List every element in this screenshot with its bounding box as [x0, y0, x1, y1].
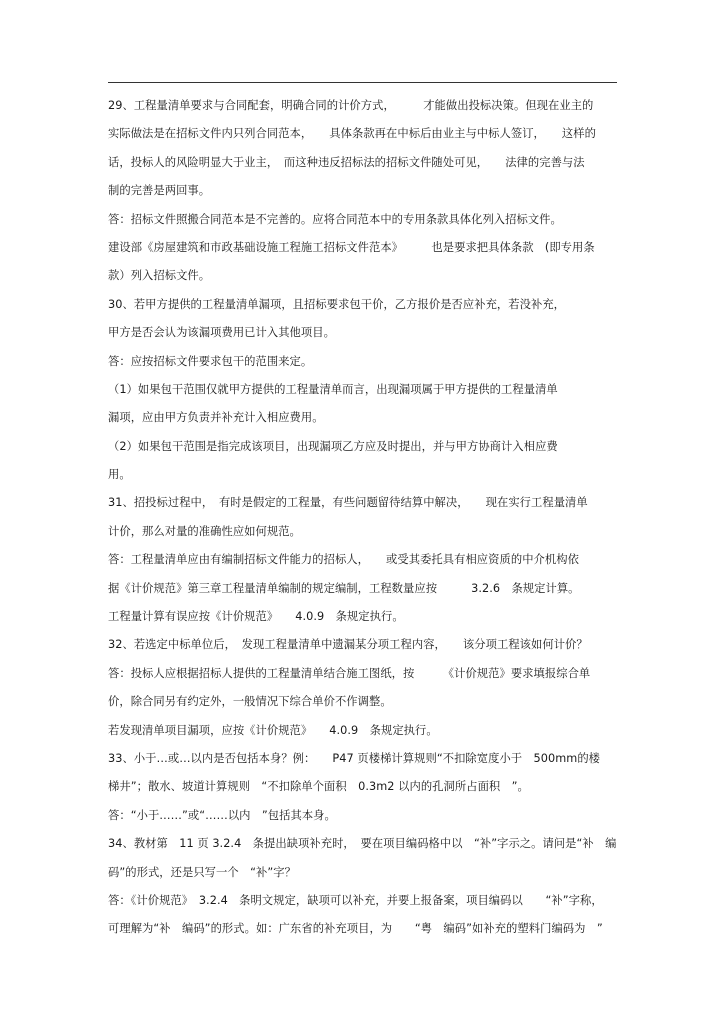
text-line: 建设部《房屋建筑和市政基础设施工程施工招标文件范本》 也是要求把具体条款 (即专用条 — [108, 240, 595, 254]
text-line: 30、若甲方提供的工程量清单漏项，且招标要求包干价，乙方报价是否应补充，若没补充， — [108, 297, 566, 311]
text-line: 可理解为“补 编码”的形式。如：广东省的补充项目，为 “粤 编码”如补充的塑料门编码为 ” — [108, 922, 603, 936]
text-line: 话，投标人的风险明显大于业主， 而这种违反招标法的招标文件随处可见， 法律的完善与法 — [108, 155, 585, 169]
text-line: 若发现清单项目漏项，应按《计价规范》 4.0.9 条规定执行。 — [108, 723, 438, 737]
text-line: 款）列入招标文件。 — [108, 269, 211, 283]
text-line: 据《计价规范》第三章工程量清单编制的规定编制，工程数量应按 3.2.6 条规定计算。 — [108, 581, 580, 595]
text-line: 31、招投标过程中， 有时是假定的工程量，有些问题留待结算中解决， 现在实行工程量清单 — [108, 496, 588, 510]
text-line: 漏项，应由甲方负责并补充计入相应费用。 — [108, 411, 324, 425]
document-body — [108, 92, 620, 944]
text-line: 用。 — [108, 468, 131, 482]
text-line: 码”的形式，还是只写一个 “补”字？ — [108, 865, 296, 879]
text-line: 制的完善是两回事。 — [108, 184, 211, 198]
text-line: 答：工程量清单应由有编制招标文件能力的招标人， 或受其委托具有相应资质的中介机构依 — [108, 553, 579, 567]
text-line: 工程量计算有误应按《计价规范》 4.0.9 条规定执行。 — [108, 610, 404, 624]
text-line: 29、工程量清单要求与合同配套，明确合同的计价方式， 才能做出投标决策。但现在业主的 — [108, 99, 594, 112]
text-line: 计价，那么对量的准确性应如何规范。 — [108, 524, 301, 538]
header-rule — [108, 82, 617, 83]
text-line: 33、小于…或…以内是否包括本身？例： P47 页楼梯计算规则“不扣除宽度小于 500mm的楼 — [108, 751, 601, 765]
text-line: 梯井”；散水、坡道计算规则 “不扣除单个面积 0.3m2 以内的孔洞所占面积 ”。 — [108, 780, 529, 794]
text-line: （2）如果包干范围是指完成该项目，出现漏项乙方应及时提出，并与甲方协商计入相应费 — [108, 439, 558, 453]
text-line: 答：招标文件照搬合同范本是不完善的。应将合同范本中的专用条款具体化列入招标文件。 — [108, 212, 562, 226]
text-line: 答：“小于……”或“……以内 ”包括其本身。 — [108, 808, 336, 822]
text-line: 34、教材第 11 页 3.2.4 条提出缺项补充时， 要在项目编码格中以 “补”字示之。请问是“补 编 — [108, 837, 617, 851]
text-line: 价，除合同另有约定外，一般情况下综合单价不作调整。 — [108, 695, 392, 709]
text-line: 答：应按招标文件要求包干的范围来定。 — [108, 354, 313, 368]
text-line: 答：投标人应根据招标人提供的工程量清单结合施工图纸，按 《计价规范》要求填报综合单 — [108, 666, 591, 680]
text-line: 实际做法是在招标文件内只列合同范本， 具体条款再在中标后由业主与中标人签订， 这样的 — [108, 127, 596, 141]
text-line: （1）如果包干范围仅就甲方提供的工程量清单而言，出现漏项属于甲方提供的工程量清单 — [108, 382, 558, 396]
text-line: 答：《计价规范》 3.2.4 条明文规定，缺项可以补充，并要上报备案，项目编码以 “补”字称， — [108, 893, 603, 907]
text-line: 甲方是否会认为该漏项费用已计入其他项目。 — [108, 326, 335, 340]
text-line: 32、若选定中标单位后， 发现工程量清单中遗漏某分项工程内容， 该分项工程该如何计价？ — [108, 638, 588, 652]
